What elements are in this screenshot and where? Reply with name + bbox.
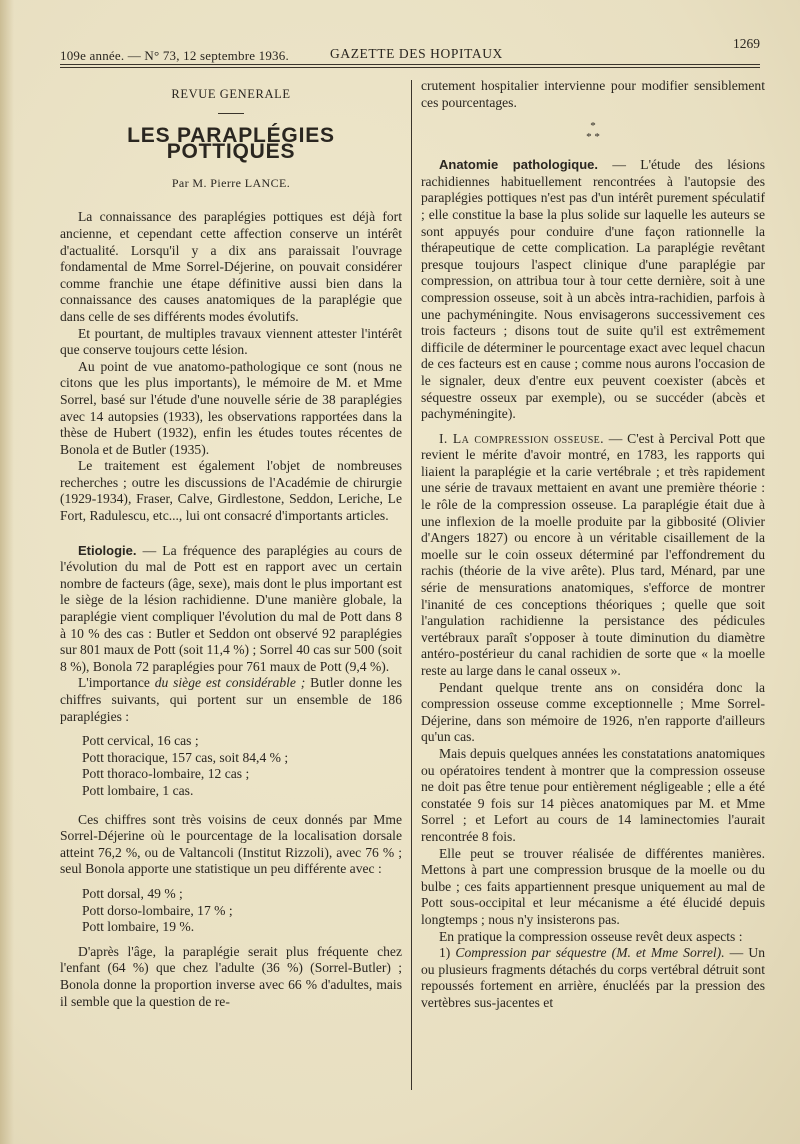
paragraph-text: — C'est à Percival Pott que revient le mérite d'avoir montré, en 1783, les rapports qui liaient la paraplégie et la carie vertébrale ; et très rapidement une série de travaux mettaient en avant une première théorie : le rôle de la compression osseuse. La paraplégie était due à une inflexion de la moelle produite par la gibbosité (Olivier d'Angers 1827) ou encore à un véritable cisaillement de la moelle sur le coin osseux déterminé par l'effondrement du rachis (théorie de la vive arête). Plus tard, Ménard, par une série de mensurations anatomiques, s'efforce de montrer l'inanité de ces conceptions théoriques ; quelle que soit l'angulation rachidienne la persistance des pédicules vertébraux paraît s'opposer à toute diminution du diamètre antéro-postérieur du canal rachidien de sorte que « la moelle reste au large dans le canal osseux ».: [421, 430, 765, 678]
page-header: [60, 36, 760, 64]
paragraph: [421, 431, 765, 680]
italic-text: Compression par séquestre (M. et Mme Sorrel).: [455, 945, 725, 961]
article-author: Par M. Pierre LANCE.: [171, 175, 291, 190]
subsection-heading: I. La compression osseuse.: [439, 430, 604, 446]
paragraph-text: Butler donne les chiffres suivants, qui portent sur un ensemble de 186 paraplégies :: [60, 675, 403, 724]
paragraph: [421, 945, 765, 1011]
paragraph: Le traitement est également l'objet de nombreuses recherches ; outre les discussions de l'Académie de chirurgie (1929-1934), Fraser, Calve, Girdlestone, Seddon, Leriche, Le Fort, Radulescu, etc..., lui ont consacré d'importants articles.: [60, 458, 402, 524]
section-heading: Etiologie.: [78, 542, 137, 558]
paragraph-text: — La fréquence des paraplégies au cours de l'évolution du mal de Pott est en rapport avec un certain nombre de facteurs (âge, sexe), mais dont le plus important est le siège de la lésion rachidienne. D'une manière globale, la paraplégie vient compliquer l'évolution du mal de Pott dans 8 à 10 % des cas : Butler et Seddon ont observé 92 paraplégies sur 801 maux de Pott (soit 11,4 %) ; Sorrel 40 cas sur 500 (soit 8 %), Bonola 72 paraplégies pour 761 maux de Pott (9,4 %).: [60, 542, 402, 674]
right-column: [421, 78, 765, 1011]
list-item: Pott thoraco-lombaire, 12 cas ;: [82, 766, 250, 782]
paragraph: La connaissance des paraplégies pottiques est déjà fort ancienne, et cependant cette affection conserve un intérêt d'actualité. Lorsqu'il y a dix ans paraissait l'ouvrage fondamental de Mme Sorrel-Déjerine, on pouvait considérer comme franchie une étape définitive aussi bien dans la connaissance des causes anatomiques de la paraplégie que dans celle de ses différents modes évolutifs.: [60, 209, 402, 324]
list-item: Pott cervical, 16 cas ;: [82, 733, 199, 749]
list-item: Pott dorso-lombaire, 17 % ;: [82, 902, 233, 918]
paragraph: Au point de vue anatomo-pathologique ce sont (nous ne citons que les plus importants), le mémoire de M. et Mme Sorrel, basé sur l'étude d'une nouvelle série de 38 paraplégies avec 14 autopsies (1933), les observations rapportées dans la thèse de Hubert (1932), enfin les études toutes récentes de Bonola et de Butler (1935).: [60, 358, 402, 457]
column-divider: [411, 80, 412, 1090]
header-rule-top: [60, 64, 760, 65]
spacer: [60, 525, 402, 543]
paragraph-text: 1): [439, 945, 456, 961]
spacer: [60, 725, 402, 733]
paragraph: Et pourtant, de multiples travaux viennent attester l'intérêt que conserve toujours cette lésion.: [60, 325, 402, 358]
paragraph-text: — Un ou plusieurs fragments détachés du corps vertébral détruit sont repoussés fortement en arrière, énucléés par la pression des vertèbres sus-jacentes et: [421, 945, 765, 1010]
paragraph: D'après l'âge, la paraplégie serait plus fréquente chez l'enfant (64 %) que chez l'adulte (36 %) (Sorrel-Butler) ; Bonola donne la proportion inverse avec 66 % d'adultes, mais il semble que la question de re-: [60, 943, 402, 1009]
section-rule: [218, 113, 244, 114]
list-siege: [60, 733, 402, 799]
paragraph-text: L'importance: [78, 675, 155, 691]
spacer: [60, 936, 402, 944]
paragraph: [421, 157, 765, 423]
spacer: [60, 191, 402, 209]
paragraph: [60, 543, 402, 676]
left-column: [60, 84, 402, 1010]
paragraph: crutement hospitalier intervienne pour modifier sensiblement ces pourcentages.: [421, 78, 765, 110]
spacer: [421, 423, 765, 431]
list-bonola: [60, 886, 402, 936]
journal-title: GAZETTE DES HOPITAUX: [330, 46, 503, 61]
italic-text: du siège est considérable ;: [154, 675, 306, 691]
asterism: * * *: [586, 120, 600, 144]
article-title: LES PARAPLÉGIES POTTIQUES: [127, 123, 335, 164]
paragraph-text: — L'étude des lésions rachidiennes habituellement rencontrées à l'autopsie des paraplégies pottiques n'est pas d'un intérêt purement spéculatif ; elle constitue la base la plus solide sur laquelle les auteurs se sont appuyés pour conduire d'une façon rationnelle la thérapeutique de cette complication. La paraplégie revêtant presque toujours l'aspect clinique d'une paraplégie par compression, on attribua tour à tour cette dernière, soit à une compression osseuse, soit à un abcès intra-rachidien, parfois à une pachyméningite. Nous envisagerons successivement ces trois facteurs ; disons tout de suite qu'il est extrêmement difficile de déterminer le pourcentage exact avec lequel chacun de ces facteurs est en cause ; comme nous aurons l'occasion de le signaler, deux d'entre eux peuvent coexister (abcès et séquestre osseux par exemple), ou se succéder (abcès et pachyméningite).: [421, 157, 765, 422]
page-edge-shadow: [0, 0, 14, 1144]
spacer: [60, 878, 402, 886]
page-number: 1269: [733, 36, 760, 51]
paragraph: En pratique la compression osseuse revêt deux aspects :: [439, 928, 743, 944]
section-heading: Anatomie pathologique.: [439, 157, 598, 173]
section-label: REVUE GENERALE: [171, 87, 291, 101]
paragraph: [60, 675, 402, 725]
paragraph: Ces chiffres sont très voisins de ceux donnés par Mme Sorrel-Déjerine où le pourcentage de la localisation dorsale atteint 76,2 %, ou de Valtancoli (Institut Rizzoli), avec 76 % ; seul Bonola apporte une statistique un peu différente avec :: [60, 811, 402, 877]
spacer: [60, 800, 402, 812]
list-item: Pott lombaire, 19 %.: [82, 919, 195, 935]
issue-line: 109e année. — N° 73, 12 septembre 1936.: [60, 48, 289, 63]
paragraph: Pendant quelque trente ans on considéra donc la compression osseuse comme exceptionnelle ; Mme Sorrel-Déjerine, dans son mémoire de 1926, n'en rapporte d'ailleurs qu'un cas.: [421, 679, 765, 745]
list-item: Pott thoracique, 157 cas, soit 84,4 % ;: [82, 749, 289, 765]
paragraph: Elle peut se trouver réalisée de différentes manières. Mettons à part une compression brusque de la moelle ou du bulbe ; ces faits appartiennent presque uniquement au mal de Pott sous-occipital et leur mécanisme a été élucidé depuis longtemps ; nous n'y insisterons pas.: [421, 845, 765, 927]
header-rule-bottom: [60, 67, 760, 68]
list-item: Pott dorsal, 49 % ;: [82, 885, 183, 901]
list-item: Pott lombaire, 1 cas.: [82, 782, 194, 798]
paragraph: Mais depuis quelques années les constatations anatomiques ou opératoires tendent à montrer que la compression osseuse ne doit pas être tenue pour entièrement négligeable ; elle a été constatée 9 fois sur 14 pièces anatomiques par M. et Mme Sorrel ; et Lefort au cours de 14 laminectomies l'aurait rencontrée 8 fois.: [421, 745, 765, 844]
